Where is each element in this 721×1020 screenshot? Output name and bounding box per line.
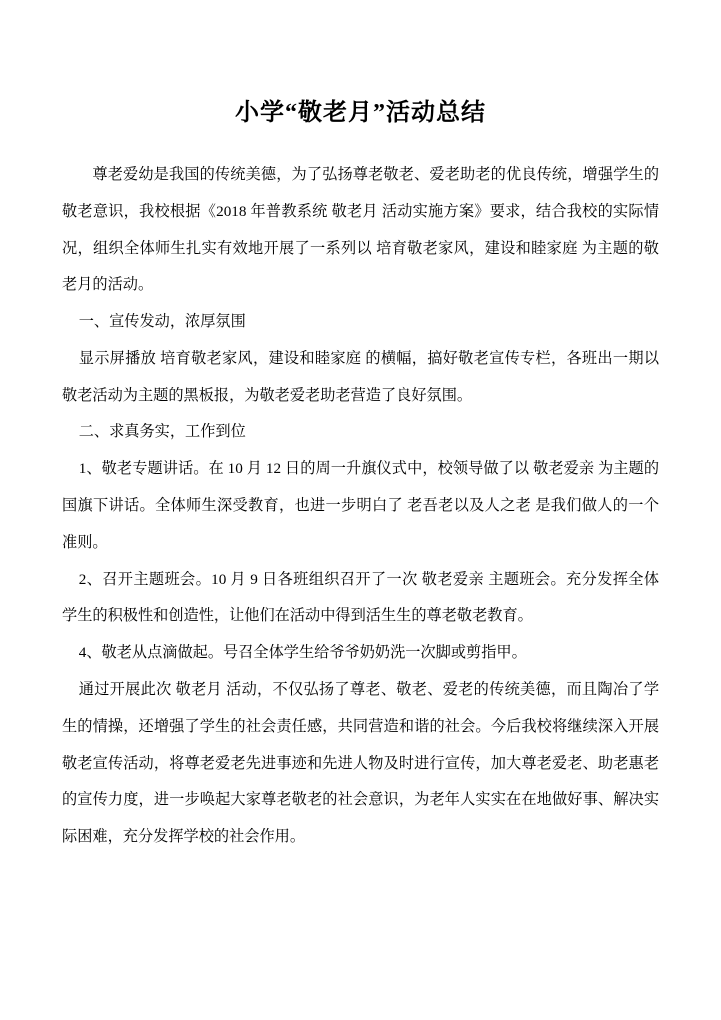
paragraph-intro: 尊老爱幼是我国的传统美德，为了弘扬尊老敬老、爱老助老的优良传统，增强学生的敬老意识，我校根据《2018 年普教系统 敬老月 活动实施方案》要求，结合我校的实际情况，组织全体师生扎实有效地开展了一系列以 培育敬老家风，建设和睦家庭 为主题的敬老月的活动。 bbox=[62, 166, 659, 294]
paragraph-section-2-heading: 二、求真务实，工作到位 bbox=[78, 423, 246, 441]
paragraph-item-4: 4、敬老从点滴做起。号召全体学生给爷爷奶奶洗一次脚或剪指甲。 bbox=[78, 644, 527, 662]
document-body bbox=[62, 157, 659, 856]
paragraph-conclusion: 通过开展此次 敬老月 活动，不仅弘扬了尊老、敬老、爱老的传统美德，而且陶冶了学生的情操，还增强了学生的社会责任感，共同营造和谐的社会。今后我校将继续深入开展敬老宣传活动，将尊老爱老先进事迹和先进人物及时进行宣传，加大尊老爱老、助老惠老的宣传力度，进一步唤起大家尊老敬老的社会意识，为老年人实实在在地做好事、解决实际困难，充分发挥学校的社会作用。 bbox=[62, 680, 659, 846]
page-title: 小学“敬老月”活动总结 bbox=[235, 100, 486, 126]
paragraph-section-1-body: 显示屏播放 培育敬老家风，建设和睦家庭 的横幅，搞好敬老宣传专栏，各班出一期以敬老活动为主题的黑板报，为敬老爱老助老营造了良好氛围。 bbox=[62, 349, 659, 404]
paragraph-item-2: 2、召开主题班会。10 月 9 日各班组织召开了一次 敬老爱亲 主题班会。充分发挥全体学生的积极性和创造性，让他们在活动中得到活生生的尊老敬老教育。 bbox=[62, 570, 659, 625]
paragraph-item-1: 1、敬老专题讲话。在 10 月 12 日的周一升旗仪式中，校领导做了以 敬老爱亲 为主题的国旗下讲话。全体师生深受教育，也进一步明白了 老吾老以及人之老 是我们做人的一个准则。 bbox=[62, 460, 659, 551]
paragraph-section-1-heading: 一、宣传发动，浓厚氛围 bbox=[78, 313, 246, 331]
